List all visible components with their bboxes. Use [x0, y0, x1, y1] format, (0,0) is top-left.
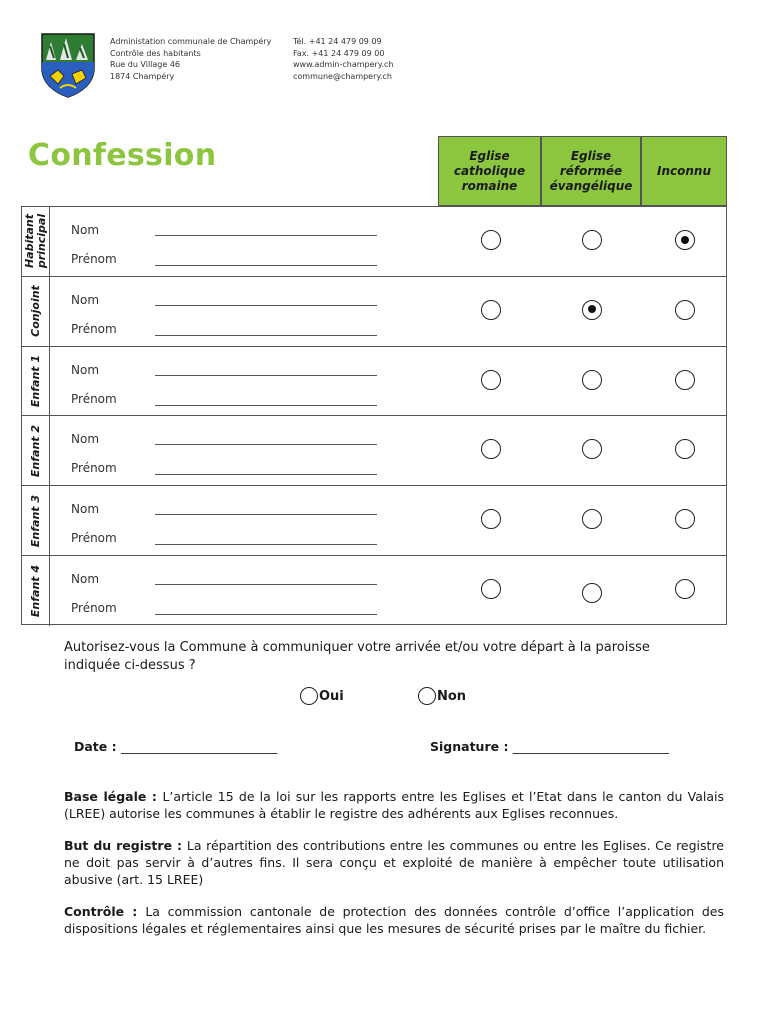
person-role-cell — [22, 486, 50, 555]
prenom-input-line[interactable] — [155, 265, 377, 266]
option-oui[interactable] — [300, 687, 344, 705]
prenom-input-line[interactable] — [155, 614, 377, 615]
oui-label: Oui — [319, 688, 344, 704]
paragraph-text: La répartition des contributions entre les communes ou entre les Eglises. Ce registre ne doit pas servir à d’autres fins. Il sera conçu et exploité de manière à empêcher toute utilisation abusive (art. 15 LREE) — [64, 838, 724, 887]
address-line: Rue du Village 46 — [110, 60, 181, 69]
inconnu-radio[interactable] — [675, 579, 695, 599]
column-header-label: Eglise catholique romaine — [453, 148, 526, 193]
reformee-radio[interactable] — [582, 509, 602, 529]
person-role-cell — [22, 556, 50, 626]
authorization-question: Autorisez-vous la Commune à communiquer votre arrivée et/ou votre départ à la paroisse indiquée ci-dessus ? — [64, 640, 650, 673]
prenom-input-line[interactable] — [155, 474, 377, 475]
date-blank-line[interactable]: _________________________ — [120, 739, 278, 754]
person-role-cell — [22, 207, 50, 276]
person-role-label: Enfant 4 — [28, 564, 42, 617]
catholique-radio[interactable] — [481, 579, 501, 599]
prenom-label: Prénom — [71, 601, 117, 615]
paragraph-text: La commission cantonale de protection des données contrôle d’office l’application des dispositions légales et réglementaires ainsi que les mesures de sécurité prises par le maître du fichier. — [64, 904, 724, 936]
paragraph-heading: Base légale : — [64, 789, 163, 804]
catholique-radio[interactable] — [481, 370, 501, 390]
nom-input-line[interactable] — [155, 444, 377, 445]
prenom-label: Prénom — [71, 461, 117, 476]
person-role-label: Conjoint — [28, 285, 42, 338]
date-label: Date : — [74, 739, 121, 754]
reformee-radio[interactable] — [582, 300, 602, 320]
signature-blank-line[interactable]: _________________________ — [512, 739, 670, 754]
contact-line: commune@champery.ch — [293, 71, 392, 81]
catholique-radio[interactable] — [481, 439, 501, 459]
non-label: Non — [437, 688, 467, 704]
prenom-label: Prénom — [71, 531, 117, 546]
nom-input-line[interactable] — [155, 235, 377, 236]
column-header-label: Inconnu — [657, 163, 711, 178]
reformee-radio[interactable] — [582, 439, 602, 459]
paragraph-controle — [64, 903, 724, 937]
page-title: Confession — [28, 138, 217, 173]
contact-line: Tél. +41 24 479 09 09 — [293, 37, 382, 46]
person-role-cell — [22, 277, 50, 346]
paragraph-text: L’article 15 de la loi sur les rapports entre les Eglises et l’Etat dans le canton du Valais (LREE) autorise les communes à établir le registre des adhérents aux Eglises reconnues. — [64, 789, 725, 821]
paragraph-heading: Contrôle : — [64, 904, 146, 919]
column-header-label: Eglise réformée évangélique — [549, 148, 633, 193]
person-row — [22, 207, 726, 277]
column-header-inconnu — [641, 136, 727, 206]
person-row — [22, 486, 726, 556]
nom-input-line[interactable] — [155, 305, 377, 306]
person-role-label: Enfant 2 — [28, 424, 42, 477]
paragraph-but-registre — [64, 837, 724, 888]
inconnu-radio[interactable] — [675, 370, 695, 390]
commune-coat-of-arms-logo — [40, 32, 96, 98]
person-role-cell — [22, 416, 50, 485]
prenom-label: Prénom — [71, 321, 117, 336]
catholique-radio[interactable] — [481, 230, 501, 250]
address-line: Contrôle des habitants — [110, 48, 201, 58]
address-line: 1874 Champéry — [110, 71, 175, 81]
catholique-radio[interactable] — [481, 509, 501, 529]
nom-label: Nom — [71, 362, 100, 377]
oui-radio[interactable] — [300, 687, 318, 705]
prenom-label: Prénom — [71, 391, 117, 406]
nom-input-line[interactable] — [155, 584, 377, 585]
column-header-catholique — [438, 136, 541, 206]
nom-label: Nom — [71, 502, 100, 517]
reformee-radio[interactable] — [582, 230, 602, 250]
paragraph-base-legale — [64, 788, 724, 822]
inconnu-radio[interactable] — [675, 300, 695, 320]
contact-block — [293, 36, 393, 82]
person-role-label: Habitant principal — [22, 214, 48, 269]
address-block — [110, 36, 271, 82]
inconnu-radio[interactable] — [675, 509, 695, 529]
address-line: Administation communale de Champéry — [110, 37, 272, 46]
paragraph-heading: But du registre : — [64, 838, 187, 853]
inconnu-radio[interactable] — [675, 439, 695, 459]
prenom-input-line[interactable] — [155, 544, 377, 545]
person-role-label: Enfant 3 — [28, 494, 42, 547]
nom-label: Nom — [71, 223, 100, 237]
person-role-label: Enfant 1 — [28, 354, 42, 408]
contact-line: www.admin-champery.ch — [293, 60, 394, 69]
reformee-radio[interactable] — [582, 370, 602, 390]
person-row — [22, 556, 726, 626]
nom-input-line[interactable] — [155, 514, 377, 515]
prenom-label: Prénom — [71, 252, 117, 266]
nom-label: Nom — [71, 292, 100, 307]
column-header-reformee — [541, 136, 641, 206]
option-non[interactable] — [418, 687, 466, 705]
person-row — [22, 416, 726, 486]
person-row — [22, 347, 726, 417]
person-row — [22, 277, 726, 347]
catholique-radio[interactable] — [481, 300, 501, 320]
prenom-input-line[interactable] — [155, 405, 377, 406]
signature-field[interactable] — [430, 739, 669, 754]
prenom-input-line[interactable] — [155, 335, 377, 336]
nom-label: Nom — [71, 432, 100, 447]
contact-line: Fax. +41 24 479 09 00 — [293, 48, 385, 58]
non-radio[interactable] — [418, 687, 436, 705]
inconnu-radio[interactable] — [675, 230, 695, 250]
date-field[interactable] — [74, 739, 277, 754]
person-role-cell — [22, 347, 50, 416]
confession-table — [21, 206, 727, 625]
nom-input-line[interactable] — [155, 375, 377, 376]
reformee-radio[interactable] — [582, 583, 602, 603]
nom-label: Nom — [71, 572, 100, 586]
signature-label: Signature : — [430, 739, 513, 754]
